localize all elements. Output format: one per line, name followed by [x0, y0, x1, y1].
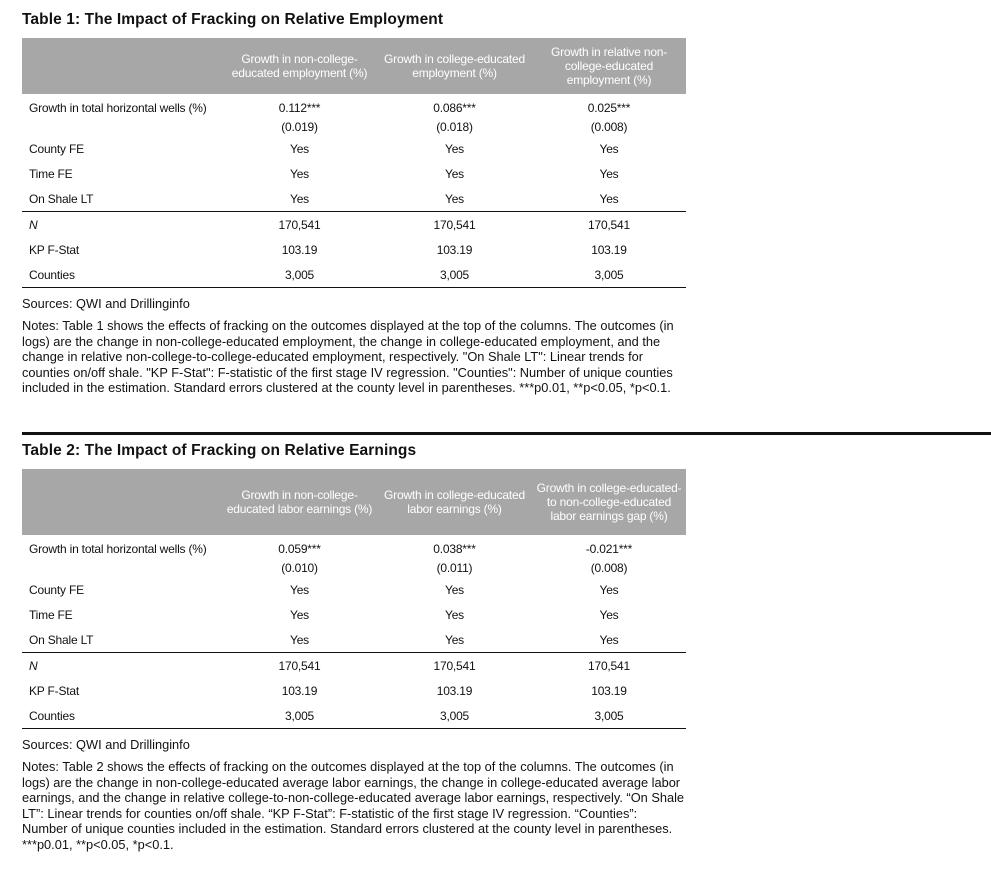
- table1-title: Table 1: The Impact of Fracking on Relative Employment: [22, 11, 444, 28]
- coef-value: 0.038***: [433, 542, 476, 556]
- table2-header-col2: Growth in college-educated labor earnings (%): [384, 488, 525, 516]
- cell-value: 170,541: [532, 212, 686, 238]
- cell-value: 170,541: [377, 212, 532, 238]
- cell-value: 170,541: [222, 212, 377, 238]
- cell-value: 170,541: [532, 653, 686, 679]
- cell-value: Yes: [290, 607, 309, 622]
- table1-row-shale-lt: [22, 186, 686, 212]
- cell-value: Yes: [290, 582, 309, 597]
- table2-row-time-fe: [22, 602, 686, 627]
- cell-value: Yes: [445, 166, 464, 181]
- row-label: On Shale LT: [29, 191, 94, 206]
- table1-row-counties: [22, 262, 686, 288]
- row-label: N: [22, 212, 222, 238]
- row-label: County FE: [29, 141, 84, 156]
- table2-header-col3: Growth in college-educated- to non-college-educated labor earnings gap (%): [536, 481, 682, 523]
- cell-value: Yes: [290, 166, 309, 181]
- table1-row-se: [22, 118, 686, 136]
- cell-value: 103.19: [436, 242, 473, 257]
- coef-value: 0.112***: [278, 101, 321, 115]
- table1-row-time-fe: [22, 161, 686, 186]
- cell-value: 170,541: [222, 653, 377, 679]
- table1-row-kp-fstat: [22, 237, 686, 262]
- table2-row-wells: [22, 535, 686, 559]
- cell-value: Yes: [599, 166, 619, 181]
- row-label: N: [22, 653, 222, 679]
- table1-header-col1: Growth in non-college-educated employment (%): [231, 52, 368, 80]
- table2-header-col1: Growth in non-college-educated labor earnings (%): [226, 488, 373, 516]
- row-label: Counties: [22, 262, 222, 288]
- table2-row-counties: [22, 703, 686, 729]
- coef-value: 0.059***: [278, 542, 321, 556]
- row-label: Counties: [22, 703, 222, 729]
- table2-row-county-fe: [22, 577, 686, 602]
- table2-header-blank: [22, 469, 222, 535]
- cell-value: 3,005: [532, 262, 686, 288]
- std-error: (0.019): [281, 120, 318, 134]
- cell-value: 3,005: [377, 703, 532, 729]
- cell-value: Yes: [599, 191, 619, 206]
- row-label: Time FE: [29, 607, 73, 622]
- row-label: Growth in total horizontal wells (%): [29, 101, 207, 115]
- table2-header-row: [22, 469, 686, 535]
- table1: [22, 38, 686, 288]
- cell-value: Yes: [290, 191, 309, 206]
- cell-value: 103.19: [436, 683, 473, 698]
- std-error: (0.008): [590, 120, 628, 134]
- table2-block: [22, 441, 686, 853]
- table2-row-shale-lt: [22, 627, 686, 653]
- cell-value: Yes: [445, 141, 464, 156]
- row-label: KP F-Stat: [29, 242, 79, 257]
- table1-row-wells: [22, 94, 686, 118]
- table1-header-col3: Growth in relative non-college-educated employment (%): [550, 45, 668, 87]
- table1-header-col2: Growth in college-educated employment (%): [384, 52, 525, 80]
- cell-value: Yes: [290, 141, 309, 156]
- cell-value: Yes: [599, 632, 619, 647]
- cell-value: Yes: [445, 582, 464, 597]
- cell-value: Yes: [445, 632, 464, 647]
- table1-header-blank: [22, 38, 222, 94]
- table2-row-kp-fstat: [22, 678, 686, 703]
- cell-value: 3,005: [222, 703, 377, 729]
- row-label: Time FE: [29, 166, 73, 181]
- cell-value: 3,005: [222, 262, 377, 288]
- cell-value: 103.19: [281, 683, 318, 698]
- cell-value: 3,005: [377, 262, 532, 288]
- std-error: (0.010): [281, 561, 318, 575]
- table1-row-n: [22, 212, 686, 238]
- table2: [22, 469, 686, 729]
- std-error: (0.008): [590, 561, 628, 575]
- section-divider: [22, 432, 991, 435]
- row-label: KP F-Stat: [29, 683, 79, 698]
- coef-value: 0.025***: [587, 101, 631, 115]
- cell-value: Yes: [599, 141, 619, 156]
- table2-row-n: [22, 653, 686, 679]
- table2-row-se: [22, 559, 686, 577]
- row-label: County FE: [29, 582, 84, 597]
- table1-block: [22, 10, 686, 396]
- table2-notes: Notes: Table 2 shows the effects of fracking on the outcomes displayed at the top of the columns. The outcomes (in logs) are the change in non-college-educated average labor earnings, the change in college-educated average labor earnings, and the change in relative college-to-non-college-educated average labor earnings, respectively. “On Shale LT”: Linear trends for counties on/off shale. “KP F-Stat”: F-statistic of the first stage IV regression. “Counties”: Number of unique counties included in the estimation. Standard errors clustered at the county level in parentheses. ***p0.01, **p<0.05, *p<0.1.: [22, 759, 685, 852]
- table1-notes: Notes: Table 1 shows the effects of fracking on the outcomes displayed at the top of the columns. The outcomes (in logs) are the change in non-college-educated employment, the change in college-educated employment, and the change in relative non-college-to-college-educated employment, respectively. "On Shale LT": Linear trends for counties on/off shale. "KP F-Stat": F-statistic of the first stage IV regression. "Counties": Number of unique counties included in the estimation. Standard errors clustered at the county level in parentheses. ***p0.01, **p<0.05, *p<0.1.: [22, 318, 674, 396]
- cell-value: Yes: [290, 632, 309, 647]
- cell-value: 3,005: [532, 703, 686, 729]
- table1-row-county-fe: [22, 136, 686, 161]
- table2-sources: Sources: QWI and Drillinginfo: [22, 737, 190, 752]
- cell-value: 103.19: [591, 683, 627, 698]
- row-label: Growth in total horizontal wells (%): [29, 542, 207, 556]
- cell-value: 170,541: [377, 653, 532, 679]
- cell-value: Yes: [445, 191, 464, 206]
- table2-title: Table 2: The Impact of Fracking on Relative Earnings: [22, 442, 417, 459]
- table1-header-row: [22, 38, 686, 94]
- std-error: (0.018): [436, 120, 473, 134]
- cell-value: Yes: [445, 607, 464, 622]
- row-label: On Shale LT: [29, 632, 94, 647]
- std-error: (0.011): [436, 561, 473, 575]
- coef-value: 0.086***: [433, 101, 476, 115]
- table1-sources: Sources: QWI and Drillinginfo: [22, 296, 190, 311]
- cell-value: Yes: [599, 607, 619, 622]
- coef-value: -0.021***: [585, 542, 633, 556]
- cell-value: 103.19: [281, 242, 318, 257]
- cell-value: Yes: [599, 582, 619, 597]
- cell-value: 103.19: [591, 242, 627, 257]
